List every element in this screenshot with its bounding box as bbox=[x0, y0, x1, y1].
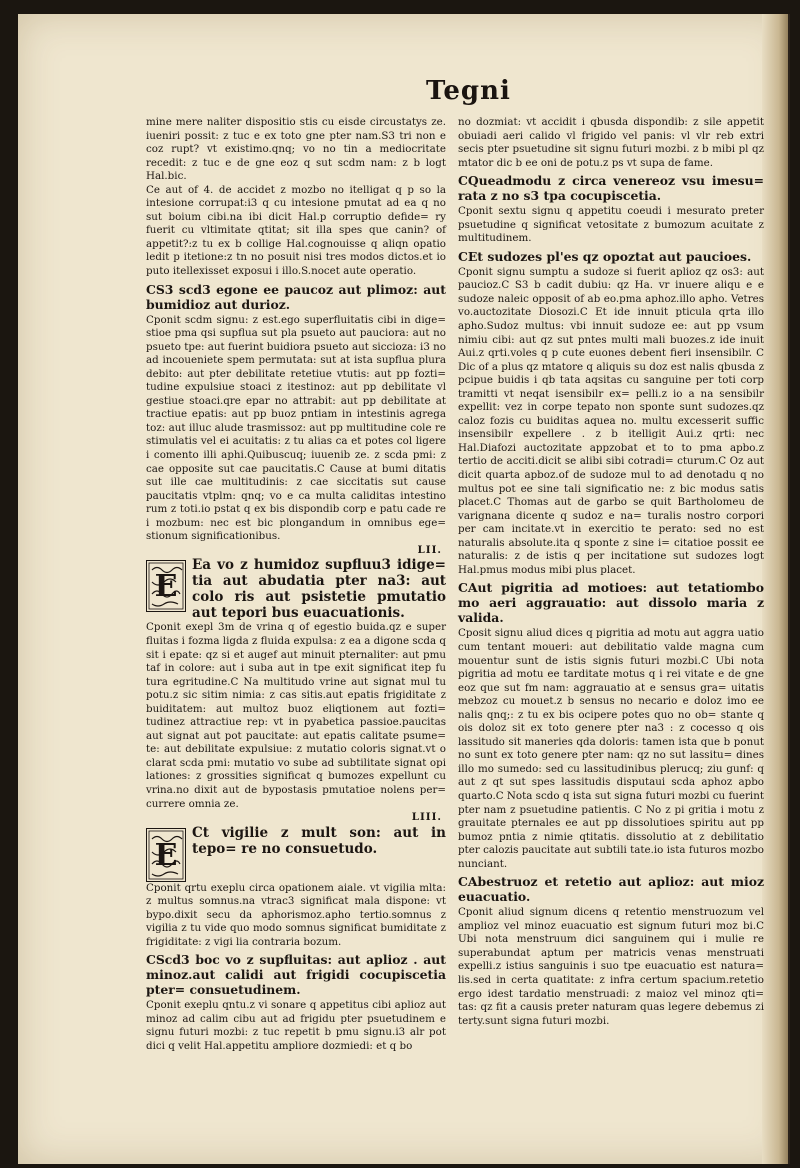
section-heading: CEt sudozes pl'es qz opoztat aut paucioes. bbox=[458, 248, 752, 264]
right-column bbox=[458, 116, 764, 1028]
section-heading: CQueadmodu z circa venereoz vsu imesu= rata z no s3 tpa cocupiscetia. bbox=[458, 173, 764, 204]
section-heading: CS3 scd3 egone ee paucoz aut plimoz: aut bumidioz aut durioz. bbox=[146, 281, 446, 312]
svg-text:E: E bbox=[154, 837, 178, 873]
paragraph: Cponit qrtu exeplu circa opationem aiale. vt vigilia mlta: z multus somnus.na vtrac3 significat mala dispone: vt bypo.dixit secu da aphorismoz.apho tertio.somnus z vigilia z tu vide quo modo somnus significat bumiditate z frigiditate: z vigi lia contraria bozum. bbox=[146, 881, 446, 948]
paragraph: Ce aut of 4. de accidet z mozbo no itelligat q p so la intesione corrupat:i3 q cu intesione pmutat ad ea q no sut boium cibi.na ibi dicit Hal.p corruptio defide= ry fuerit cu vltimitate qtitat; sit illa spes que canin? of appetit?:z tu ex b collige Hal.cognouisse q aliqn opatio ledit p itetione:z tn no posuit nisi tres modos dictos.et io puto itellexisset exposui i illo.S.nocet aute operatio. bbox=[146, 183, 446, 278]
decorated-initial-e-icon bbox=[146, 828, 186, 882]
section-number: LIII. bbox=[411, 811, 442, 824]
paragraph: Cposit signu aliud dices q pigritia ad motu aut aggra uatio cum tentant moueri: aut debilitatio valde magna cum mouentur sunt de istis signis futuri mozbi.C Ubi nota pigritia ad motu ee tarditate motus q i rei vitate e de gne eoz que sut fm nam: aggrauatio at e sensus gra= uitatis mebzoz cu mouet.z b sensus no necario e doloz imo ee nalis qnq;: z tu ex bis ocipere potes quo no ob= stante q ois doloz sit ex toto genere pter na3 : z cocesso q ois lassitudo sit maneries qda doloris: tamen ista que b ponut no sunt ex toto genere pter nam: qz no sut lassitu= dines illo mo sumedo: sed cu lassitudinibus plerucq; ziu gunf: q aut z qt sut spes lassitudis disputaui scda aphoz apbo quarto.C Nota scdo q ista sut signa futuri mozbi cu fuerint pter nam z psuetudine patientis. C No z pi gritia i motu z grauitate pternales ee aut pp dissolutioes spiritu aut pp bumoz pntia z nimie qtitatis. dissolutio at z debilitatio pter calozis paucitate aut subtili tate.io ista futuros mozbo nunciant. bbox=[458, 627, 764, 870]
paragraph: mine mere naliter dispositio stis cu eisde circustatys ze. iueniri possit: z tuc e ex toto gne pter nam.S3 tri non e coz rupt? vt existimo.qnq; vo no tin a mediocritate recedit: z tuc e de gne eoz q sut scdm nam: z b logt Hal.bic. bbox=[146, 116, 446, 183]
facing-page-edge bbox=[788, 14, 790, 1164]
page-gutter bbox=[762, 14, 790, 1164]
section-heading: CScd3 boc vo z supfluitas: aut aplioz . aut minoz.aut calidi aut frigidi cocupiscetia pter= consuetudinem. bbox=[146, 952, 446, 998]
paragraph: Cponit signu sumptu a sudoze si fuerit aplioz qz os3: aut paucioz.C S3 b cadit dubiu: qz Ha. vr inuere aliqu e e sudoze naleic opposit of ab eo.pma aphoz.illo apho. Vetres vo.auctozitate Diosozi.C Et ide innuit pticula qrta illo apho.Sudoz multus: vbi innuit sudoze ee: aut pp vsum nimiu cibi: aut qz sut pntes multi mali buozes.z ide inuit Aui.z qrti.voles q p cute euones debent fieri insensibilr. C Dic of a plus qz mtatore q aliquis su doz est nalis qbusda z pcipue buidis i qb tata aqsitas cu sanguine per toti corp tramitti vt neqat isensibilr ex= pelli.z io a na sensibilr expellit: vez in corpe tepato non sponte sunt sudozes.qz caloz fozis cu buiditas aquea no. multu excesserit suffic insensibilr expellere . z b itelligit Aui.z qrti: nec Hal.Diafozi auctozitate appzobat et to to pma apbo.z tertio de acciti.dicit se alibi sibi cotradi= cturum.C Oz aut dicit quarta apboz.of de sudoze mul to ad denotadu q no multus pot ee sine tali significatio ne: z bic modus satis placet.C Thomas aut de garbo se quit Bartholomeu de varignana dicente q sudoz e na= turalis nostro corpori per cam incitate.vt in exercitio te perato: sed no est naturalis absolute.ita q sponte z sine i= citatioe possit ee naturalis: z de istis q per incitatione sut sudozes logt Hal.pmus modus mibi plus placet. bbox=[458, 265, 764, 576]
paragraph: no dozmiat: vt accidit i qbusda dispondib: z sile appetit obuiadi aeri calido vl frigido vel panis: vl vlr reb extri secis pter psuetudine sit signu futuri mozbi. z b mibi pl qz mtator dic b ee oni de potu.z ps vt supa de fame. bbox=[458, 116, 764, 169]
section-number: LII. bbox=[417, 543, 442, 556]
section-heading: CAut pigritia ad motioes: aut tetatiombo mo aeri aggrauatio: aut dissolo maria z valida. bbox=[458, 580, 764, 626]
paragraph: Cponit exeplu qntu.z vi sonare q appetitus cibi aplioz aut minoz ad calim cibu aut ad frigidu pter psuetudinem e signu futuri mozbi: z tuc repetit b pmu signu.i3 alr pot dici q velit Hal.appetitu ampliore dozmiedi: et q bo bbox=[146, 999, 446, 1052]
running-head: Tegni bbox=[426, 76, 511, 106]
left-column bbox=[146, 116, 446, 1054]
paragraph: Cponit scdm signu: z est.ego superfluitatis cibi in dige= stioe pma qsi supflua sut pla psueto aut pauciora: aut no psueto tpe: aut fuerint buidiora psueto aut siccioza: i3 no ad incoueniete spem permutata: sut at ista supflua plura debito: aut pter debilitate retetiue vtutis: aut pp fozti= tudine expulsiue stoaci z itestinoz: aut pp debilitate vl gestiue stoaci.qre epar no attrabit: aut pp debilitate at tractiue epatis: aut pp buoz pntiam in intestinis agrega toz: aut illuc alude trasmissoz: aut pp multitudine cole re stimulatis vel ei acuitatis: z tu alias ca et potes col ligere i comento illi aphi.Quibuscuq; iuuenib ze. z scda pmi: z cae opposite sut cae paucitatis.C Cause at bumi ditatis sut ille cae multitudinis: z cae siccitatis sut cause paucitatis vtplm: qnq; vo e ca multa caliditas intestino rum z toti.io pstat q ex bis dispondib corp e patu cade re i mozbum: nec est bic plongandum in omnibus ege= stionum significationibus. bbox=[146, 313, 446, 543]
paragraph: Cponit sextu signu q appetitu coeudi i mesurato preter psuetudine q significat vetositate z bumozum acuitate z multitudinem. bbox=[458, 205, 764, 245]
decorated-initial-e-icon bbox=[146, 560, 186, 612]
section-heading: Ea vo z humidoz supfluu3 idige= tia aut abudatia pter na3: aut colo ris aut psistetie pmutatio aut tepori bus euacuationis. bbox=[192, 557, 446, 622]
paragraph: Cponit exepl 3m de vrina q of egestio buida.qz e super fluitas i fozma ligda z fluida expulsa: z ea a digone scda q sit i epate: qz si et augef aut minuit pternaliter: aut pmu taf in colore: aut i suba aut in tpe exit significat itep fu tura egritudine.C Na multitudo vrine aut signat mul tu potu.z sic sitim nimia: z cas sitis.aut epatis frigiditate z buiditatem: aut multoz buoz eliqtionem aut fozti= tudinez attractiue rep: vt in pyabetica passioe.paucitas aut signat aut pot paucitate: aut epatis calitate psume= te: aut debilitate expulsiue: z mutatio coloris signat.vt o clarat scda pmi: mutatio vo sube ad subtilitate signat opi lationes: z grossities significat q bumozes expellunt cu vrina.no dixit aut de bypostasis pmutatioe nolens per= currere omnia ze. bbox=[146, 621, 446, 810]
paragraph: Cponit aliud signum dicens q retentio menstruozum vel amplioz vel minoz euacuatio est signum futuri moz bi.C Ubi nota menstruum dici sanguinem qui i mulie re superabundat aptum per matricis venas menstruati expelli.z istius sanguinis i suo tpe euacuatio est natura= lis.sed in certa quatitate: z infra certum spacium.retetio ergo idest tardatio menstruadi: z maioz vel minoz qti= tas: qz fit a causis preter naturam quas legere debemus zi terty.sunt signa futuri mozbi. bbox=[458, 906, 764, 1027]
section-heading: Ct vigilie z mult son: aut in tepo= re no consuetudo. bbox=[192, 824, 446, 857]
book-page bbox=[18, 14, 790, 1164]
section-heading: CAbestruoz et retetio aut aplioz: aut mioz euacuatio. bbox=[458, 874, 764, 905]
svg-text:E: E bbox=[154, 569, 178, 605]
